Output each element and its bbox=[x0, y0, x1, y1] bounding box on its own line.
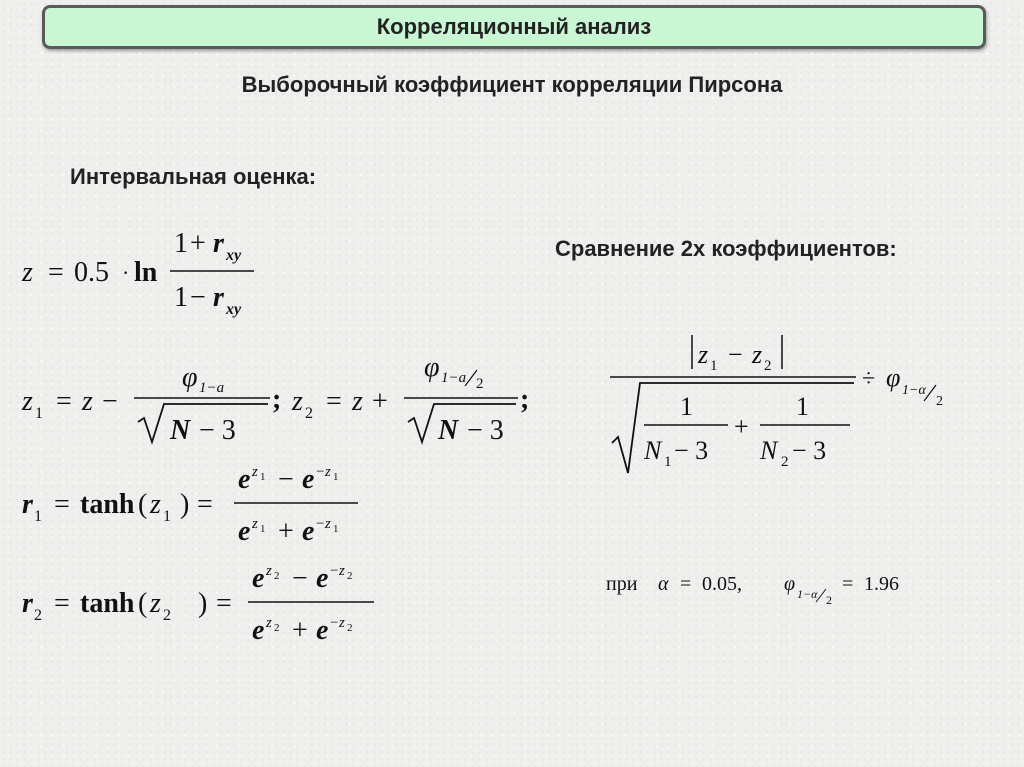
r1-sub: 1 bbox=[34, 508, 42, 525]
fz-num-r: r bbox=[213, 228, 224, 259]
r2-num-e1: e bbox=[252, 563, 265, 594]
cmp-N1-m3: − 3 bbox=[674, 436, 709, 465]
r1-den-z1: z bbox=[252, 516, 258, 532]
r1-den-e2: e bbox=[302, 516, 315, 547]
cmp-phi-slash bbox=[924, 385, 936, 401]
note-alpha: α bbox=[658, 573, 669, 595]
zb-semi2: ; bbox=[520, 384, 530, 415]
title-banner bbox=[42, 5, 986, 49]
formula-fisher-z bbox=[22, 222, 282, 330]
r2-num-z1: z bbox=[266, 563, 272, 579]
r1-eq2: = bbox=[197, 489, 213, 520]
r2-den-z1: z bbox=[266, 615, 272, 631]
fz-num-rsub: xy bbox=[226, 247, 242, 264]
fz-den-one: 1 bbox=[174, 282, 188, 313]
zb-z-b: z bbox=[352, 386, 363, 417]
r1-close: ) bbox=[180, 489, 190, 520]
fz-lhs: z bbox=[22, 257, 33, 288]
cmp-N2: N bbox=[760, 436, 778, 465]
fz-coef: 0.5 bbox=[74, 257, 109, 288]
r1-tanh: tanh bbox=[80, 489, 135, 520]
formula-z-bounds bbox=[22, 350, 530, 458]
fz-den-rsub: xy bbox=[226, 301, 242, 318]
note-eq2: = bbox=[842, 573, 854, 595]
r1-den-e1: e bbox=[238, 516, 251, 547]
zb-semi1: ; bbox=[272, 384, 282, 415]
note-alpha-value: 0.05, bbox=[702, 573, 742, 595]
r1-num-z2sub: 1 bbox=[333, 471, 339, 483]
r1-zsub: 1 bbox=[163, 508, 171, 525]
zb-minus: − bbox=[102, 386, 118, 417]
formula-note bbox=[606, 562, 926, 620]
r2-close: ) bbox=[198, 588, 208, 619]
r2-r: r bbox=[22, 588, 33, 619]
r2-tanh: tanh bbox=[80, 588, 135, 619]
note-eq1: = bbox=[680, 573, 692, 595]
r2-zsub: 2 bbox=[163, 607, 171, 624]
zb-N1-m3: − 3 bbox=[199, 415, 236, 446]
zb-phi1-sub: 1−a bbox=[199, 380, 225, 396]
r2-den-neg: − bbox=[330, 615, 339, 631]
r1-num-neg: − bbox=[316, 464, 325, 480]
cmp-N2-m3: − 3 bbox=[792, 436, 827, 465]
cmp-plus: + bbox=[734, 412, 749, 441]
r1-num-e2: e bbox=[302, 464, 315, 495]
formula-r2 bbox=[22, 557, 402, 665]
zb-N2: N bbox=[438, 415, 459, 446]
cmp-z2: z bbox=[752, 340, 763, 369]
cmp-z1-sub: 1 bbox=[710, 358, 718, 374]
r1-z: z bbox=[150, 489, 161, 520]
cmp-phi-den: 2 bbox=[936, 394, 943, 409]
fz-num-one: 1 bbox=[174, 228, 188, 259]
zb-phi1: φ bbox=[182, 362, 198, 393]
r1-den-neg: − bbox=[316, 516, 325, 532]
zb-eq1: = bbox=[56, 386, 72, 417]
fz-dot: · bbox=[122, 260, 130, 285]
zb-z2-sub: 2 bbox=[305, 405, 313, 422]
r2-den-z2: z bbox=[339, 615, 345, 631]
fz-num-op: + bbox=[190, 228, 206, 259]
interval-estimate-heading: Интервальная оценка: bbox=[70, 164, 317, 189]
zb-z1-sub: 1 bbox=[35, 405, 43, 422]
zb-phi2: φ bbox=[424, 352, 440, 383]
cmp-z2-sub: 2 bbox=[764, 358, 772, 374]
zb-eq2: = bbox=[326, 386, 342, 417]
r1-num-z2: z bbox=[325, 464, 331, 480]
r2-den-z1sub: 2 bbox=[274, 622, 280, 634]
note-phi-slash bbox=[816, 589, 826, 602]
fz-ln: ln bbox=[134, 257, 158, 288]
r2-num-z2sub: 2 bbox=[347, 570, 353, 582]
r1-den-z2sub: 1 bbox=[333, 523, 339, 535]
r1-num-z1: z bbox=[252, 464, 258, 480]
r2-open: ( bbox=[138, 588, 148, 619]
r2-z: z bbox=[150, 588, 161, 619]
zb-N2-m3: − 3 bbox=[467, 415, 504, 446]
r2-den-e1: e bbox=[252, 615, 265, 646]
r2-eq: = bbox=[54, 588, 70, 619]
cmp-N1: N bbox=[644, 436, 662, 465]
r2-num-e2: e bbox=[316, 563, 329, 594]
formula-r1 bbox=[22, 458, 382, 566]
note-phi-sub: 1−α bbox=[797, 587, 818, 601]
r1-r: r bbox=[22, 489, 33, 520]
slide-subtitle: Выборочный коэффициент корреляции Пирсона bbox=[241, 72, 783, 97]
cmp-phi-sub: 1−α bbox=[902, 383, 926, 398]
r1-num-z1sub: 1 bbox=[260, 471, 266, 483]
r2-den-e2: e bbox=[316, 615, 329, 646]
r1-den-z2: z bbox=[325, 516, 331, 532]
cmp-z1: z bbox=[698, 340, 709, 369]
zb-z1: z bbox=[22, 386, 33, 417]
r2-eq2: = bbox=[216, 588, 232, 619]
r1-eq: = bbox=[54, 489, 70, 520]
comparison-heading: Сравнение 2х коэффициентов: bbox=[555, 236, 897, 261]
zb-N1: N bbox=[170, 415, 191, 446]
cmp-divide: ÷ bbox=[862, 366, 876, 392]
r1-open: ( bbox=[138, 489, 148, 520]
note-phi-den: 2 bbox=[826, 593, 832, 607]
fz-equals: = bbox=[48, 257, 64, 288]
r2-den-z2sub: 2 bbox=[347, 622, 353, 634]
cmp-minus: − bbox=[728, 340, 743, 369]
slide-title: Корреляционный анализ bbox=[376, 14, 652, 39]
fz-den-r: r bbox=[213, 282, 224, 313]
zb-phi2-den: 2 bbox=[476, 376, 484, 392]
r1-num-e1: e bbox=[238, 464, 251, 495]
r2-num-op: − bbox=[292, 563, 308, 594]
r1-num-op: − bbox=[278, 464, 294, 495]
r2-num-neg: − bbox=[330, 563, 339, 579]
zb-z2: z bbox=[292, 386, 303, 417]
fz-den-op: − bbox=[190, 282, 206, 313]
note-phi-value: 1.96 bbox=[864, 573, 899, 595]
note-pri: при bbox=[606, 573, 638, 595]
r2-sub: 2 bbox=[34, 607, 42, 624]
formula-comparison bbox=[606, 325, 966, 493]
cmp-one-b: 1 bbox=[796, 392, 809, 421]
r2-den-op: + bbox=[292, 615, 308, 646]
note-phi: φ bbox=[784, 573, 796, 595]
zb-phi2-sub: 1−a bbox=[441, 370, 467, 386]
zb-plus: + bbox=[372, 386, 388, 417]
r1-den-op: + bbox=[278, 516, 294, 547]
cmp-N2-sub: 2 bbox=[781, 454, 789, 470]
cmp-N1-sub: 1 bbox=[664, 454, 672, 470]
r2-num-z2: z bbox=[339, 563, 345, 579]
zb-z-a: z bbox=[82, 386, 93, 417]
cmp-phi: φ bbox=[886, 363, 901, 392]
r2-num-z1sub: 2 bbox=[274, 570, 280, 582]
cmp-one-a: 1 bbox=[680, 392, 693, 421]
r1-den-z1sub: 1 bbox=[260, 523, 266, 535]
